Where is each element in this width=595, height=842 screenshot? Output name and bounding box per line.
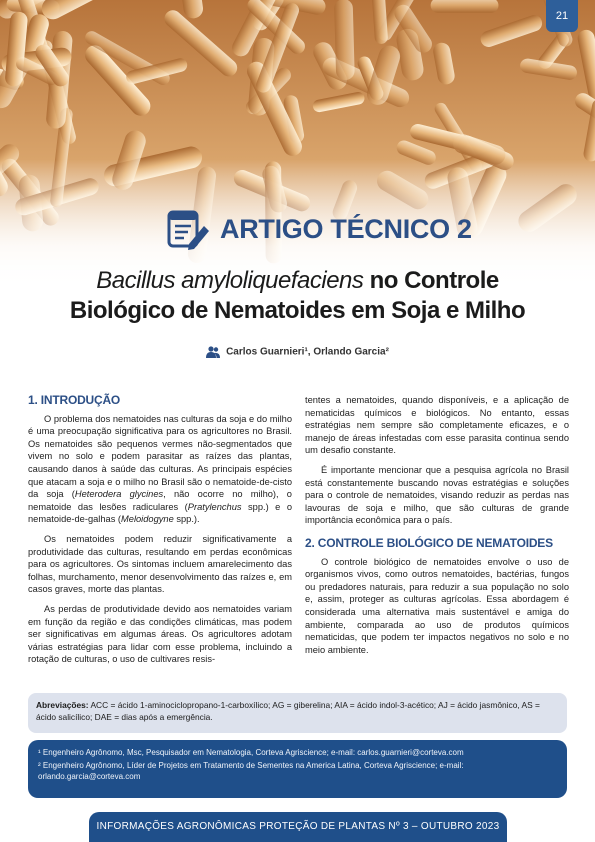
intro-paragraph-3: As perdas de produtividade devido aos nematoides variam em função da região e das condições climáticas, mas podem ser significativas em algumas áreas. Os agricultores adotam várias estratégias para lidar com esse problema, incluindo a rotação de culturas, o uso de cultivares resis- — [28, 603, 292, 665]
authors-text: Carlos Guarnieri¹, Orlando Garcia² — [226, 346, 389, 358]
intro-paragraph-1: O problema dos nematoides nas culturas da soja e do milho é uma preocupação significativa para os agricultores no Brasil. Os nematoides são pequenos vermes não-segmentados que vivem no solo e podem parasitar as raízes das plantas, causando danos à saúde das culturas. As principais espécies que atacam a soja e o milho no Brasil são o nematoide-de-cisto da soja (Heterodera glycines, não ocorre no milho), o nematoide das lesões radiculares (Pratylenchus spp.) e o nematoide-de-galhas (Meloidogyne spp.). — [28, 413, 292, 525]
intro-paragraph-4: É importante mencionar que a pesquisa agrícola no Brasil está constantemente buscando novas estratégias e soluções para o controle de nematoides, visando reduzir as perdas nas lavouras de soja e milho, que são culturas de grande importância econômica para o país. — [305, 464, 569, 526]
section-label: ARTIGO TÉCNICO 2 — [220, 214, 472, 244]
people-icon — [206, 346, 220, 358]
footnote-1: ¹ Engenheiro Agrônomo, Msc, Pesquisador em Nematologia, Corteva Agriscience; e-mail: carlos.guarnieri@corteva.com — [38, 748, 464, 757]
authors — [0, 346, 595, 358]
page-number: 21 — [546, 0, 578, 32]
right-column — [305, 394, 569, 663]
control-heading: 2. CONTROLE BIOLÓGICO DE NEMATOIDES — [305, 535, 553, 550]
abbreviations-box — [28, 693, 567, 733]
title-line2: Biológico de Nematoides em Soja e Milho — [69, 297, 526, 324]
hero-bacteria-image — [0, 0, 595, 290]
intro-paragraph-2: Os nematoides podem reduzir significativamente a produtividade das culturas, resultando em perdas econômicas para os agricultores. Os sintomas incluem amarelecimento das folhas, murchamento, menor desenvolvimento das raízes e, em casos graves, morte das plantas. — [28, 533, 292, 595]
abbreviations-text: ACC = ácido 1-aminociclopropano-1-carboxílico; AG = giberelina; AIA = ácido indol-3-acético; AJ = ácido jasmônico, AS = ácido salicílico; DAE = dias após a emergência. — [36, 700, 540, 722]
abbreviations-label: Abreviações: — [36, 700, 89, 710]
title-line1-rest: no Controle — [363, 267, 499, 294]
document-edit-icon — [166, 206, 212, 252]
control-paragraph-1: O controle biológico de nematoides envolve o uso de organismos vivos, como outros nematoides, bactérias, fungos ou predadores naturais, para reduzir a sua população no solo e, assim, proteger as culturas agrícolas. Essa abordagem é considerada uma alternativa mais sustentável e amiga do ambiente, comparada ao uso de produtos químicos nematicidas, que podem ter impactos negativos no solo e no meio ambiente. — [305, 556, 569, 655]
author-footnotes — [28, 740, 567, 798]
title-scientific-name: Bacillus amyloliquefaciens — [96, 267, 364, 294]
footnote-2: ² Engenheiro Agrônomo, Líder de Projetos em Tratamento de Sementes na America Latina, Corteva Agriscience; e-mail: orlando.garcia@corteva.com — [38, 761, 464, 781]
intro-heading: 1. INTRODUÇÃO — [28, 393, 121, 407]
footer-publication: INFORMAÇÕES AGRONÔMICAS PROTEÇÃO DE PLANTAS Nº 3 – OUTUBRO 2023 — [89, 812, 507, 842]
article-title — [40, 266, 555, 326]
left-column — [28, 394, 292, 673]
bacteria-illustration — [0, 0, 595, 290]
intro-paragraph-3-continued: tentes a nematoides, quando disponíveis, e a aplicação de nematicidas químicos e biológicos. No entanto, essas estratégias nem sempre são completamente eficazes, e o manejo de áreas infestadas com esse parasita continua sendo um desafio constante. — [305, 395, 569, 456]
